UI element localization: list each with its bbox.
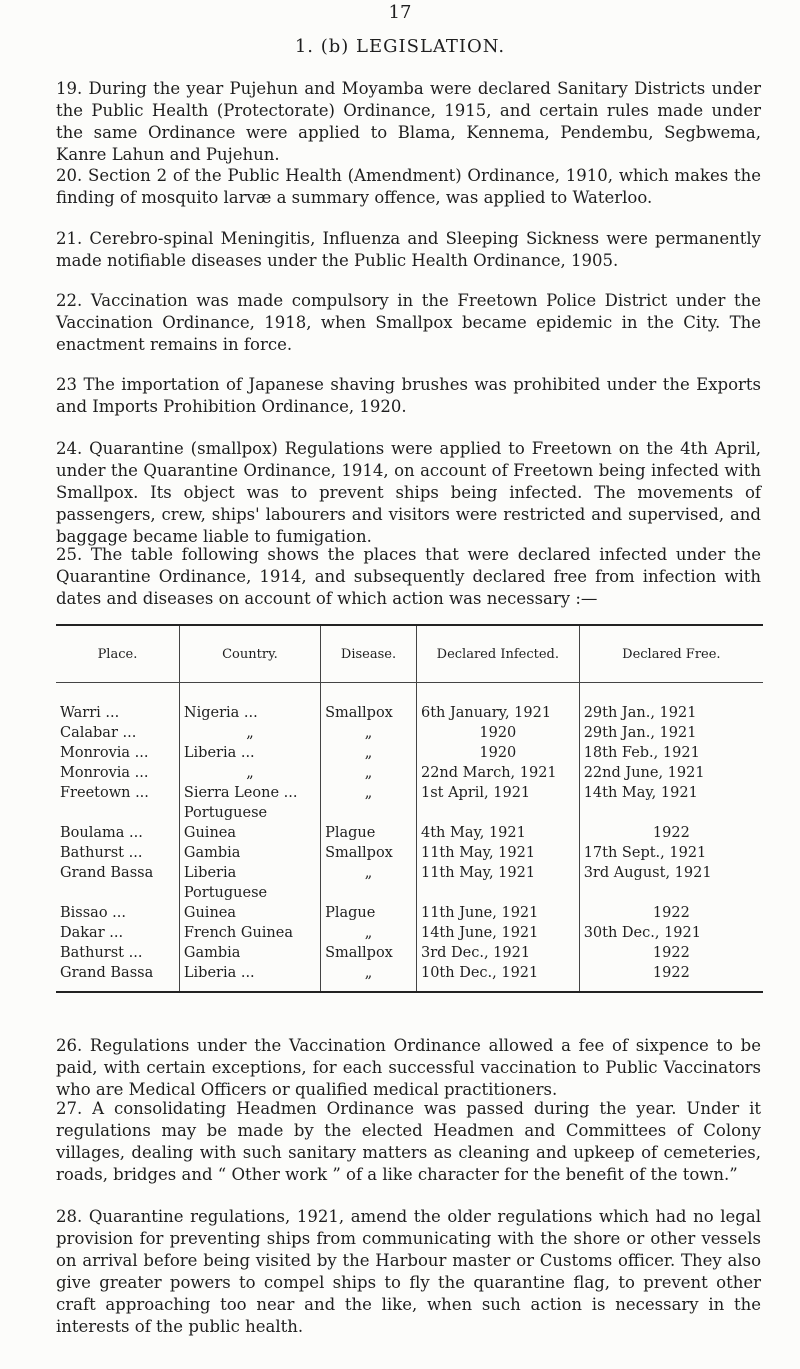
cell-disease: „	[321, 763, 417, 783]
cell-infected	[416, 803, 579, 823]
cell-infected: 3rd Dec., 1921	[416, 943, 579, 963]
cell-infected: 11th May, 1921	[416, 863, 579, 883]
cell-infected	[416, 883, 579, 903]
cell-disease: Plague	[321, 903, 417, 923]
paragraph-20: 20. Section 2 of the Public Health (Amendment) Ordinance, 1910, which makes the finding of mosquito larvæ a summary offence, was applied to Waterloo.	[56, 166, 761, 207]
cell-disease: Smallpox	[321, 943, 417, 963]
cell-place	[56, 883, 179, 903]
cell-free: 1922	[579, 903, 763, 923]
table-row	[56, 803, 763, 823]
page-number: 17	[388, 2, 412, 23]
cell-country: Liberia	[179, 863, 320, 883]
section-heading: 1. (b) LEGISLATION.	[294, 36, 506, 57]
cell-country: Nigeria ...	[179, 683, 320, 724]
cell-place: Freetown ...	[60, 785, 149, 801]
paragraph-26: 26. Regulations under the Vaccination Ordinance allowed a fee of sixpence to be paid, with certain exceptions, for each successful vaccination to Public Vaccinators who are Medical Officers or qualified medical practitioners.	[56, 1036, 761, 1099]
cell-place	[56, 803, 179, 823]
paragraph-21: 21. Cerebro-spinal Meningitis, Influenza and Sleeping Sickness were permanently made notifiable diseases under the Public Health Ordinance, 1905.	[56, 229, 761, 270]
header-disease: Disease.	[321, 625, 417, 683]
cell-free: 3rd August, 1921	[579, 863, 763, 883]
cell-country: Gambia	[179, 843, 320, 863]
cell-infected: 14th June, 1921	[416, 923, 579, 943]
cell-country: Liberia ...	[179, 743, 320, 763]
cell-country: Guinea	[179, 903, 320, 923]
cell-disease: „	[321, 743, 417, 763]
paragraph-24: 24. Quarantine (smallpox) Regulations were applied to Freetown on the 4th April, under the Quarantine Ordinance, 1914, on account of Freetown being infected with Smallpox. Its object was to prevent ships being infected. The movements of passengers, crew, ships' labourers and visitors were restricted and supervised, and baggage became liable to fumigation.	[56, 439, 761, 546]
cell-infected: 1920	[416, 723, 579, 743]
cell-infected: 6th January, 1921	[416, 683, 579, 724]
cell-free: 22nd June, 1921	[579, 763, 763, 783]
table-row	[56, 883, 763, 903]
cell-place: Warri ...	[60, 705, 120, 721]
table-row	[56, 843, 763, 863]
table-row	[56, 783, 763, 803]
cell-free: 1922	[579, 823, 763, 843]
paragraph-25: 25. The table following shows the places that were declared infected under the Quarantine Ordinance, 1914, and subsequently declared free from infection with dates and diseases on account of which action was necessary :—	[56, 545, 761, 608]
paragraph-27: 27. A consolidating Headmen Ordinance was passed during the year. Under it regulations may be made by the elected Headmen and Committees of Colony villages, dealing with such sanitary matters as cleaning and upkeep of cemeteries, roads, bridges and “ Other work ” of a like character for the benefit of the town.”	[56, 1099, 761, 1184]
cell-free: 18th Feb., 1921	[579, 743, 763, 763]
cell-country: Liberia ...	[179, 963, 320, 992]
paragraph-19: 19. During the year Pujehun and Moyamba were declared Sanitary Districts under the Public Health (Protectorate) Ordinance, 1915, and certain rules made under the same Ordinance were applied to Blama, Kennema, Pendembu, Segbwema, Kanre Lahun and Pujehun.	[56, 79, 761, 164]
cell-free: 1922	[579, 963, 763, 992]
cell-place: Grand Bassa	[60, 865, 154, 881]
cell-free: 29th Jan., 1921	[579, 683, 763, 724]
cell-infected: 1st April, 1921	[416, 783, 579, 803]
cell-disease: „	[321, 923, 417, 943]
table-row	[56, 823, 763, 843]
cell-country: Guinea	[179, 823, 320, 843]
cell-disease: Plague	[321, 823, 417, 843]
cell-place: Bissao ...	[60, 905, 126, 921]
table-row	[56, 723, 763, 743]
cell-country: Sierra Leone ...	[179, 783, 320, 803]
cell-disease	[321, 883, 417, 903]
cell-place: Dakar ...	[60, 925, 124, 941]
cell-disease: „	[321, 783, 417, 803]
cell-place: Monrovia ...	[60, 765, 149, 781]
paragraph-28: 28. Quarantine regulations, 1921, amend the older regulations which had no legal provision for preventing ships from communicating with the shore or other vessels on arrival before being visited by the Harbour master or Customs officer. They also give greater powers to compel ships to fly the quarantine flag, to prevent other craft approaching too near and the like, when such action is necessary in the interests of the public health.	[56, 1207, 761, 1336]
cell-country: „	[179, 723, 320, 743]
cell-country: Portuguese	[179, 883, 320, 903]
cell-infected: 11th May, 1921	[416, 843, 579, 863]
table-row	[56, 903, 763, 923]
table-row	[56, 963, 763, 992]
cell-place: Calabar ...	[60, 725, 137, 741]
cell-infected: 4th May, 1921	[416, 823, 579, 843]
cell-infected: 1920	[416, 743, 579, 763]
cell-place: Grand Bassa	[56, 963, 179, 992]
cell-infected: 11th June, 1921	[416, 903, 579, 923]
table-row	[56, 743, 763, 763]
cell-free: 1922	[579, 943, 763, 963]
cell-place: Bathurst ...	[60, 845, 143, 861]
cell-free: 30th Dec., 1921	[579, 923, 763, 943]
cell-disease: „	[321, 863, 417, 883]
cell-free: 17th Sept., 1921	[579, 843, 763, 863]
cell-place: Bathurst ...	[60, 945, 143, 961]
table-row	[56, 943, 763, 963]
table-row	[56, 683, 763, 724]
quarantine-table	[56, 624, 763, 993]
table-header-row	[56, 625, 763, 683]
cell-disease: „	[321, 723, 417, 743]
cell-country: Portuguese	[179, 803, 320, 823]
table-row	[56, 863, 763, 883]
cell-free	[579, 883, 763, 903]
header-declared-infected: Declared Infected.	[416, 625, 579, 683]
cell-country: French Guinea	[179, 923, 320, 943]
cell-country: „	[179, 763, 320, 783]
cell-place: Monrovia ...	[60, 745, 149, 761]
table-row	[56, 763, 763, 783]
header-country: Country.	[179, 625, 320, 683]
cell-infected: 10th Dec., 1921	[416, 963, 579, 992]
cell-disease: Smallpox	[321, 683, 417, 724]
cell-free	[579, 803, 763, 823]
paragraph-23: 23 The importation of Japanese shaving brushes was prohibited under the Exports and Imports Prohibition Ordinance, 1920.	[56, 375, 761, 416]
table-body	[56, 683, 763, 993]
table-row	[56, 923, 763, 943]
paragraph-22: 22. Vaccination was made compulsory in the Freetown Police District under the Vaccination Ordinance, 1918, when Smallpox became epidemic in the City. The enactment remains in force.	[56, 291, 761, 354]
cell-free: 14th May, 1921	[579, 783, 763, 803]
cell-disease: „	[321, 963, 417, 992]
header-declared-free: Declared Free.	[579, 625, 763, 683]
cell-disease	[321, 803, 417, 823]
header-place: Place.	[56, 625, 179, 683]
cell-country: Gambia	[179, 943, 320, 963]
cell-disease: Smallpox	[321, 843, 417, 863]
cell-infected: 22nd March, 1921	[416, 763, 579, 783]
cell-place: Boulama ...	[60, 825, 143, 841]
cell-free: 29th Jan., 1921	[579, 723, 763, 743]
